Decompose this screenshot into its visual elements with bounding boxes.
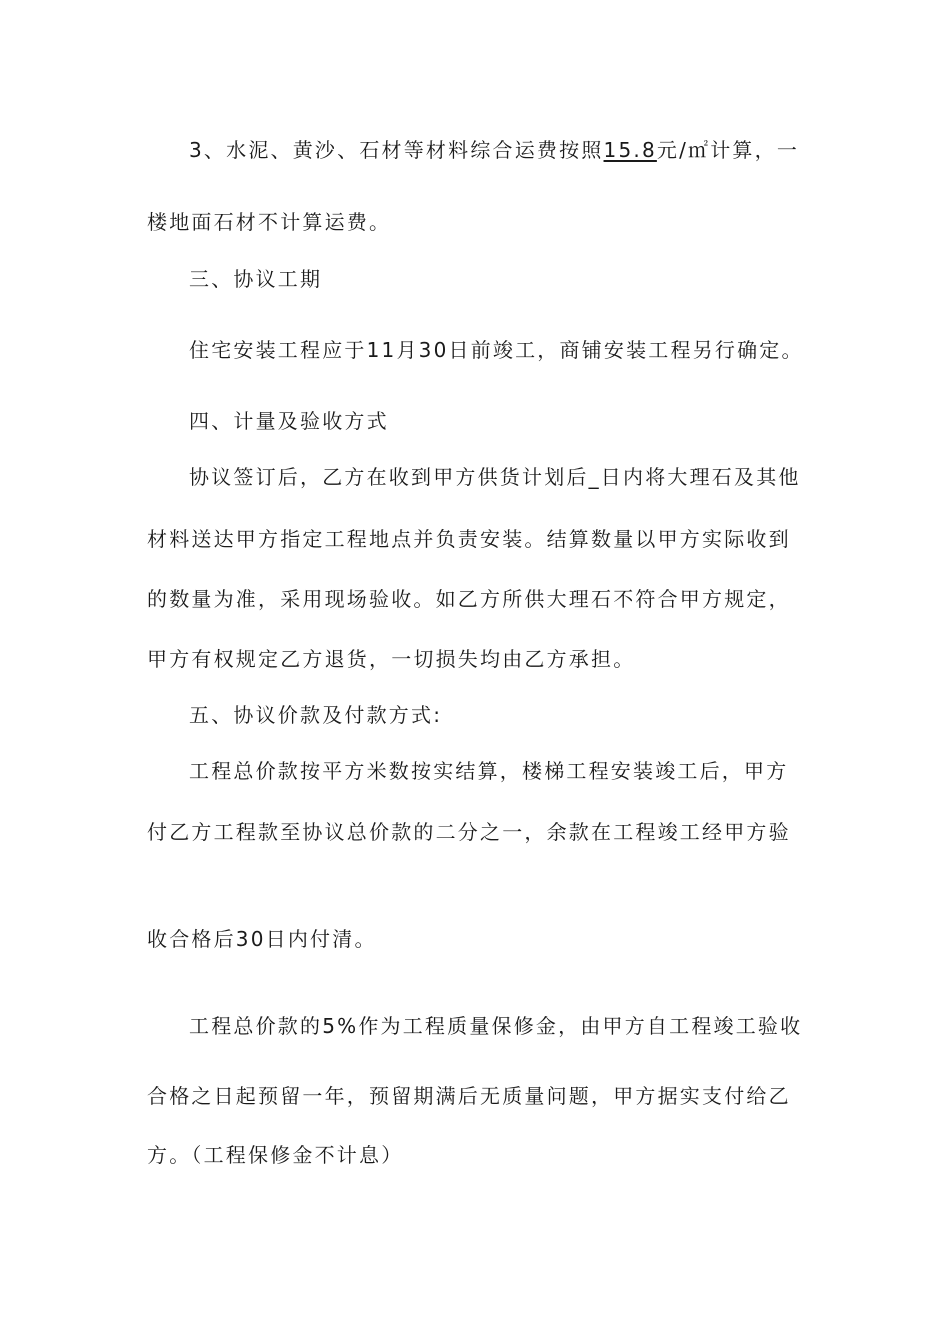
section4-line4: 甲方有权规定乙方退货，一切损失均由乙方承担。	[147, 647, 636, 671]
item3-line2: 楼地面石材不计算运费。	[147, 210, 392, 234]
section5-p2-line1: 工程总价款的5%作为工程质量保修金，由甲方自工程竣工验收	[189, 1014, 803, 1038]
section5-p1-line1: 工程总价款按平方米数按实结算，楼梯工程安装竣工后，甲方	[189, 759, 789, 783]
section4-line3: 的数量为准，采用现场验收。如乙方所供大理石不符合甲方规定，	[147, 587, 791, 611]
section5-p1-line2: 付乙方工程款至协议总价款的二分之一，余款在工程竣工经甲方验	[147, 820, 791, 844]
item3-line1	[189, 137, 889, 163]
section5-p1-line3: 收合格后30日内付清。	[147, 927, 377, 951]
item3-line1-prefix: 3、水泥、黄沙、石材等材料综合运费按照	[189, 138, 604, 162]
section3-heading: 三、协议工期	[189, 267, 323, 291]
section5-heading: 五、协议价款及付款方式:	[189, 703, 443, 727]
section3-line1: 住宅安装工程应于11月30日前竣工，商铺安装工程另行确定。	[189, 338, 804, 362]
item3-line1-suffix: 元/㎡计算，一	[656, 138, 800, 162]
section4-line1: 协议签订后，乙方在收到甲方供货计划后_日内将大理石及其他	[189, 465, 801, 489]
section4-heading: 四、计量及验收方式	[189, 409, 389, 433]
section5-p2-line3: 方。（工程保修金不计息）	[147, 1143, 404, 1167]
section4-line2: 材料送达甲方指定工程地点并负责安装。结算数量以甲方实际收到	[147, 527, 791, 551]
freight-rate-value: 15.8	[603, 138, 657, 162]
section5-p2-line2: 合格之日起预留一年，预留期满后无质量问题，甲方据实支付给乙	[147, 1084, 791, 1108]
